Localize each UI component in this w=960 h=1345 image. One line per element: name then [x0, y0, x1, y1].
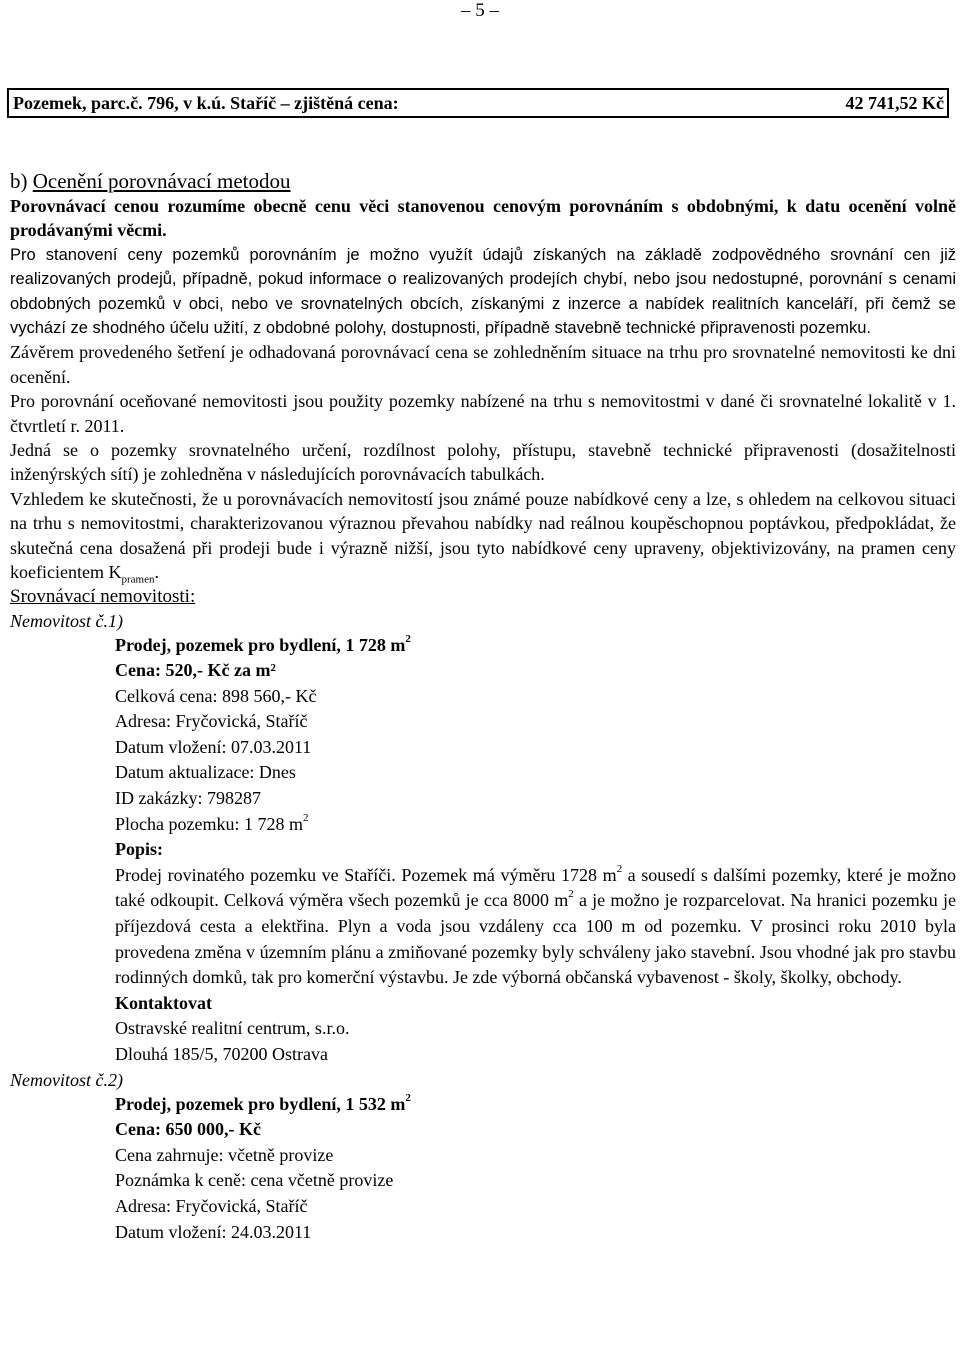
- property-1-address: Adresa: Fryčovická, Staříč: [115, 711, 308, 732]
- property-1-title: [115, 633, 956, 659]
- property-1-contact-address: Dlouhá 185/5, 70200 Ostrava: [115, 1044, 328, 1064]
- property-1-title-text: Prodej, pozemek pro bydlení, 1 728 m: [115, 634, 406, 655]
- property-1-title-sup: 2: [405, 632, 411, 645]
- property-1-order-id: ID zakázky: 798287: [115, 788, 261, 809]
- paragraph-5-end: .: [154, 562, 159, 583]
- paragraph-3: Pro porovnání oceňované nemovitosti jsou použity pozemky nabízené na trhu s nemovitostmi v dané či srovnatelné lokalitě v 1. čtvrtletí r. 2011.: [10, 391, 956, 436]
- paragraph-2: Závěrem provedeného šetření je odhadovaná porovnávací cena se zohledněním situace na trhu pro srovnatelné nemovitosti ke dni ocenění.: [10, 342, 956, 387]
- property-1-contact-heading: Kontaktovat: [115, 992, 213, 1013]
- section-title: Ocenění porovnávací metodou: [32, 169, 291, 193]
- property-2-label: Nemovitost č.2): [10, 1069, 123, 1090]
- property-1-date-updated: Datum aktualizace: Dnes: [115, 762, 296, 783]
- property-2-date-added: Datum vložení: 24.03.2011: [115, 1221, 312, 1242]
- property-1-contact-name: Ostravské realitní centrum, s.r.o.: [115, 1018, 350, 1039]
- property-1-desc-b: a sousedí s dalšími pozemky, které je možno také odkoupit. Celková výměra všech pozemků je cca 8000 m: [115, 864, 956, 911]
- property-1-price: Cena: 520,- Kč za m²: [115, 660, 276, 681]
- property-1: [115, 633, 956, 1068]
- page-number: – 5 –: [461, 0, 499, 21]
- section-prefix: b): [10, 169, 28, 193]
- property-1-desc-a: Prodej rovinatého pozemku ve Staříči. Pozemek má výměru 1728 m: [115, 864, 617, 885]
- summary-box: [7, 88, 949, 118]
- property-1-area-sup: 2: [302, 811, 309, 824]
- property-2-price: Cena: 650 000,- Kč: [115, 1119, 261, 1140]
- property-1-desc-heading: Popis:: [115, 839, 164, 860]
- paragraph-5: [10, 487, 956, 585]
- property-2-price-includes: Cena zahrnuje: včetně provize: [115, 1144, 334, 1165]
- property-1-label: Nemovitost č.1): [10, 610, 123, 631]
- definition-paragraph: Porovnávací cenou rozumíme obecně cenu věci stanovenou cenovým porovnáním s obdobnými, k datu ocenění volně prodávanými věcmi.: [10, 196, 956, 241]
- section-heading: [10, 168, 956, 194]
- property-2-price-note: Poznámka k ceně: cena včetně provize: [115, 1170, 394, 1191]
- comparables-heading: Srovnávací nemovitosti:: [10, 585, 196, 607]
- paragraph-1: Pro stanovení ceny pozemků porovnáním je možno využít údajů získaných na základě zodpovědného srovnání cen již realizovaných prodejů, případně, pokud informace o realizovaných prodejích chybí, nebo jsou nedostupné, porovnání s cenami obdobných pozemků v obci, nebo ve srovnatelných obcích, získanými z inzerce a nabídek realitních kanceláří, při čemž se vychází ze shodného účelu užití, z obdobné polohy, dostupnosti, případně stavebně technické připravenosti pozemku.: [10, 245, 956, 338]
- property-1-date-added: Datum vložení: 07.03.2011: [115, 736, 312, 757]
- property-2-title-sup: 2: [405, 1091, 411, 1104]
- property-1-desc-a-sup: 2: [616, 862, 623, 875]
- property-1-area: [115, 812, 956, 838]
- paragraph-5-text: Vzhledem ke skutečnosti, že u porovnávacích nemovitostí jsou známé pouze nabídkové ceny a lze, s ohledem na celkovou situaci na trhu s nemovitostmi, charakterizovanou výraznou převahou nabídky nad reálnou koupěschopnou poptávkou, předpokládat, že skutečná cena dosažená při prodeji bude i výrazně nižší, jsou tyto nabídkové ceny upraveny, objektivizovány, na pramen ceny koeficientem K: [10, 488, 956, 583]
- content: [10, 168, 956, 1245]
- summary-label: Pozemek, parc.č. 796, v k.ú. Staříč – zjištěná cena:: [13, 92, 399, 113]
- property-2-title: [115, 1092, 956, 1118]
- property-2: [115, 1092, 956, 1246]
- summary-value: 42 741,52 Kč: [845, 92, 944, 113]
- property-1-total: Celková cena: 898 560,- Kč: [115, 685, 317, 706]
- property-2-title-text: Prodej, pozemek pro bydlení, 1 532 m: [115, 1093, 406, 1114]
- property-1-area-text: Plocha pozemku: 1 728 m: [115, 813, 303, 834]
- property-1-desc-c: a je možno je rozparcelovat. Na hranici pozemku je příjezdová cesta a elektřina. Plyn a voda jsou vzdáleny cca 100 m od pozemku. V prosinci roku 2010 byla provedena změna v územním plánu a zmiňované pozemky byly schváleny jako stavební. Jsou vhodné jak pro stavbu rodinných domků, tak pro komerční výstavbu. Je zde výborná občanská vybavenost - školy, školky, obchody.: [115, 890, 956, 988]
- property-2-address: Adresa: Fryčovická, Staříč: [115, 1195, 308, 1216]
- coefficient-subscript: pramen: [121, 573, 155, 586]
- property-1-desc-b-sup: 2: [568, 888, 574, 901]
- paragraph-4: Jedná se o pozemky srovnatelného určení, rozdílnost polohy, přístupu, stavebně technické připravenosti (dosažitelnosti inženýrských sítí) je zohledněna v následujících porovnávacích tabulkách.: [10, 440, 956, 485]
- property-1-description: [115, 863, 956, 991]
